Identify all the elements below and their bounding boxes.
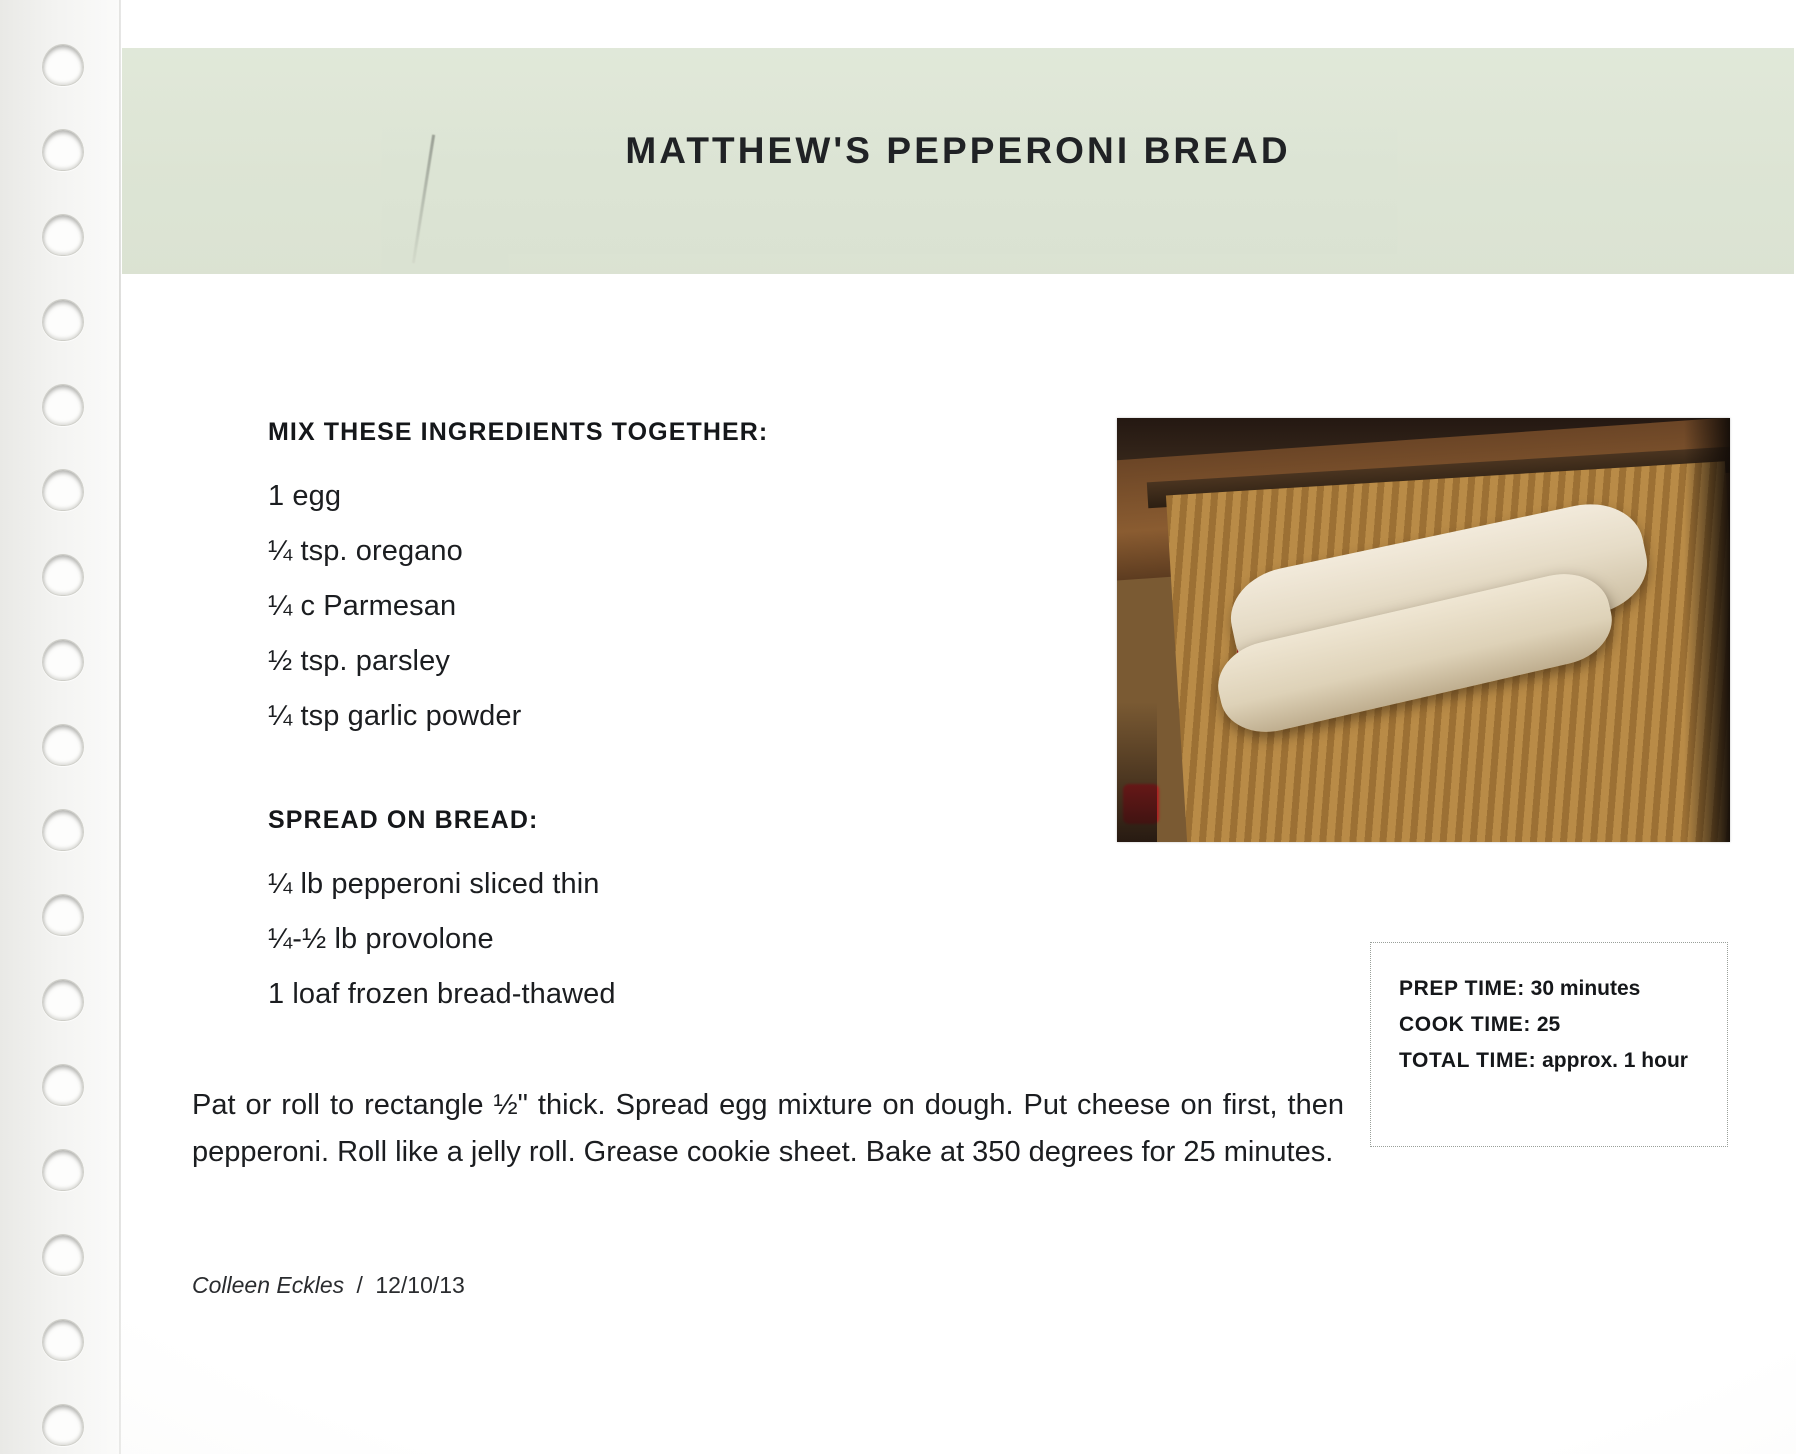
list-item: ½ tsp. parsley xyxy=(268,645,450,677)
page-title: MATTHEW'S PEPPERONI BREAD xyxy=(625,130,1291,171)
recipe-ingredients-column xyxy=(268,418,968,1022)
punch-hole xyxy=(42,1319,84,1361)
cook-time-row xyxy=(1399,1007,1727,1043)
spread-section-heading: SPREAD ON BREAD: xyxy=(268,806,539,834)
title-banner xyxy=(122,48,1794,274)
punch-hole xyxy=(42,129,84,171)
mix-section-heading: MIX THESE INGREDIENTS TOGETHER: xyxy=(268,418,769,446)
time-info-box xyxy=(1370,942,1728,1147)
list-item: ¼-½ lb provolone xyxy=(268,923,494,955)
photo-shadow-left xyxy=(1117,702,1157,842)
punch-hole xyxy=(42,894,84,936)
punch-hole xyxy=(42,384,84,426)
list-item: 1 egg xyxy=(268,480,342,512)
prep-time-label: PREP TIME: xyxy=(1399,977,1525,1000)
prep-time-value: 30 minutes xyxy=(1530,977,1641,1000)
cook-time-value: 25 xyxy=(1536,1013,1561,1036)
punch-hole xyxy=(42,469,84,511)
list-item: ¼ tsp. oregano xyxy=(268,535,463,567)
punch-hole xyxy=(42,44,84,86)
punch-hole xyxy=(42,1404,84,1446)
spread-ingredient-list xyxy=(268,857,968,1022)
attribution-separator: / xyxy=(356,1272,363,1298)
punch-hole xyxy=(42,214,84,256)
list-item: ¼ tsp garlic powder xyxy=(268,700,522,732)
punch-hole xyxy=(42,554,84,596)
punch-hole xyxy=(42,979,84,1021)
attribution-date: 12/10/13 xyxy=(375,1272,465,1298)
prep-time-row xyxy=(1399,971,1727,1007)
list-item: ¼ lb pepperoni sliced thin xyxy=(268,868,600,900)
attribution xyxy=(192,1272,465,1299)
total-time-row xyxy=(1399,1043,1727,1079)
list-item: ¼ c Parmesan xyxy=(268,590,457,622)
binder-margin-edge xyxy=(119,0,121,1454)
punch-hole xyxy=(42,809,84,851)
punch-hole xyxy=(42,639,84,681)
punch-hole xyxy=(42,1064,84,1106)
mix-ingredient-list xyxy=(268,469,968,744)
total-time-label: TOTAL TIME: xyxy=(1399,1049,1537,1072)
photo-shadow-right xyxy=(1684,418,1730,842)
list-item: 1 loaf frozen bread-thawed xyxy=(268,978,616,1010)
total-time-value: approx. 1 hour xyxy=(1542,1049,1688,1072)
punch-hole xyxy=(42,299,84,341)
punch-hole xyxy=(42,1149,84,1191)
recipe-photo xyxy=(1117,418,1730,842)
cook-time-label: COOK TIME: xyxy=(1399,1013,1531,1036)
punch-hole xyxy=(42,724,84,766)
instructions-paragraph: Pat or roll to rectangle ½" thick. Spread egg mixture on dough. Put cheese on first, then pepperoni. Roll like a jelly roll. Grease cookie sheet. Bake at 350 degrees for 25 minutes. xyxy=(192,1089,1344,1168)
punch-hole xyxy=(42,1234,84,1276)
attribution-name: Colleen Eckles xyxy=(192,1272,345,1298)
